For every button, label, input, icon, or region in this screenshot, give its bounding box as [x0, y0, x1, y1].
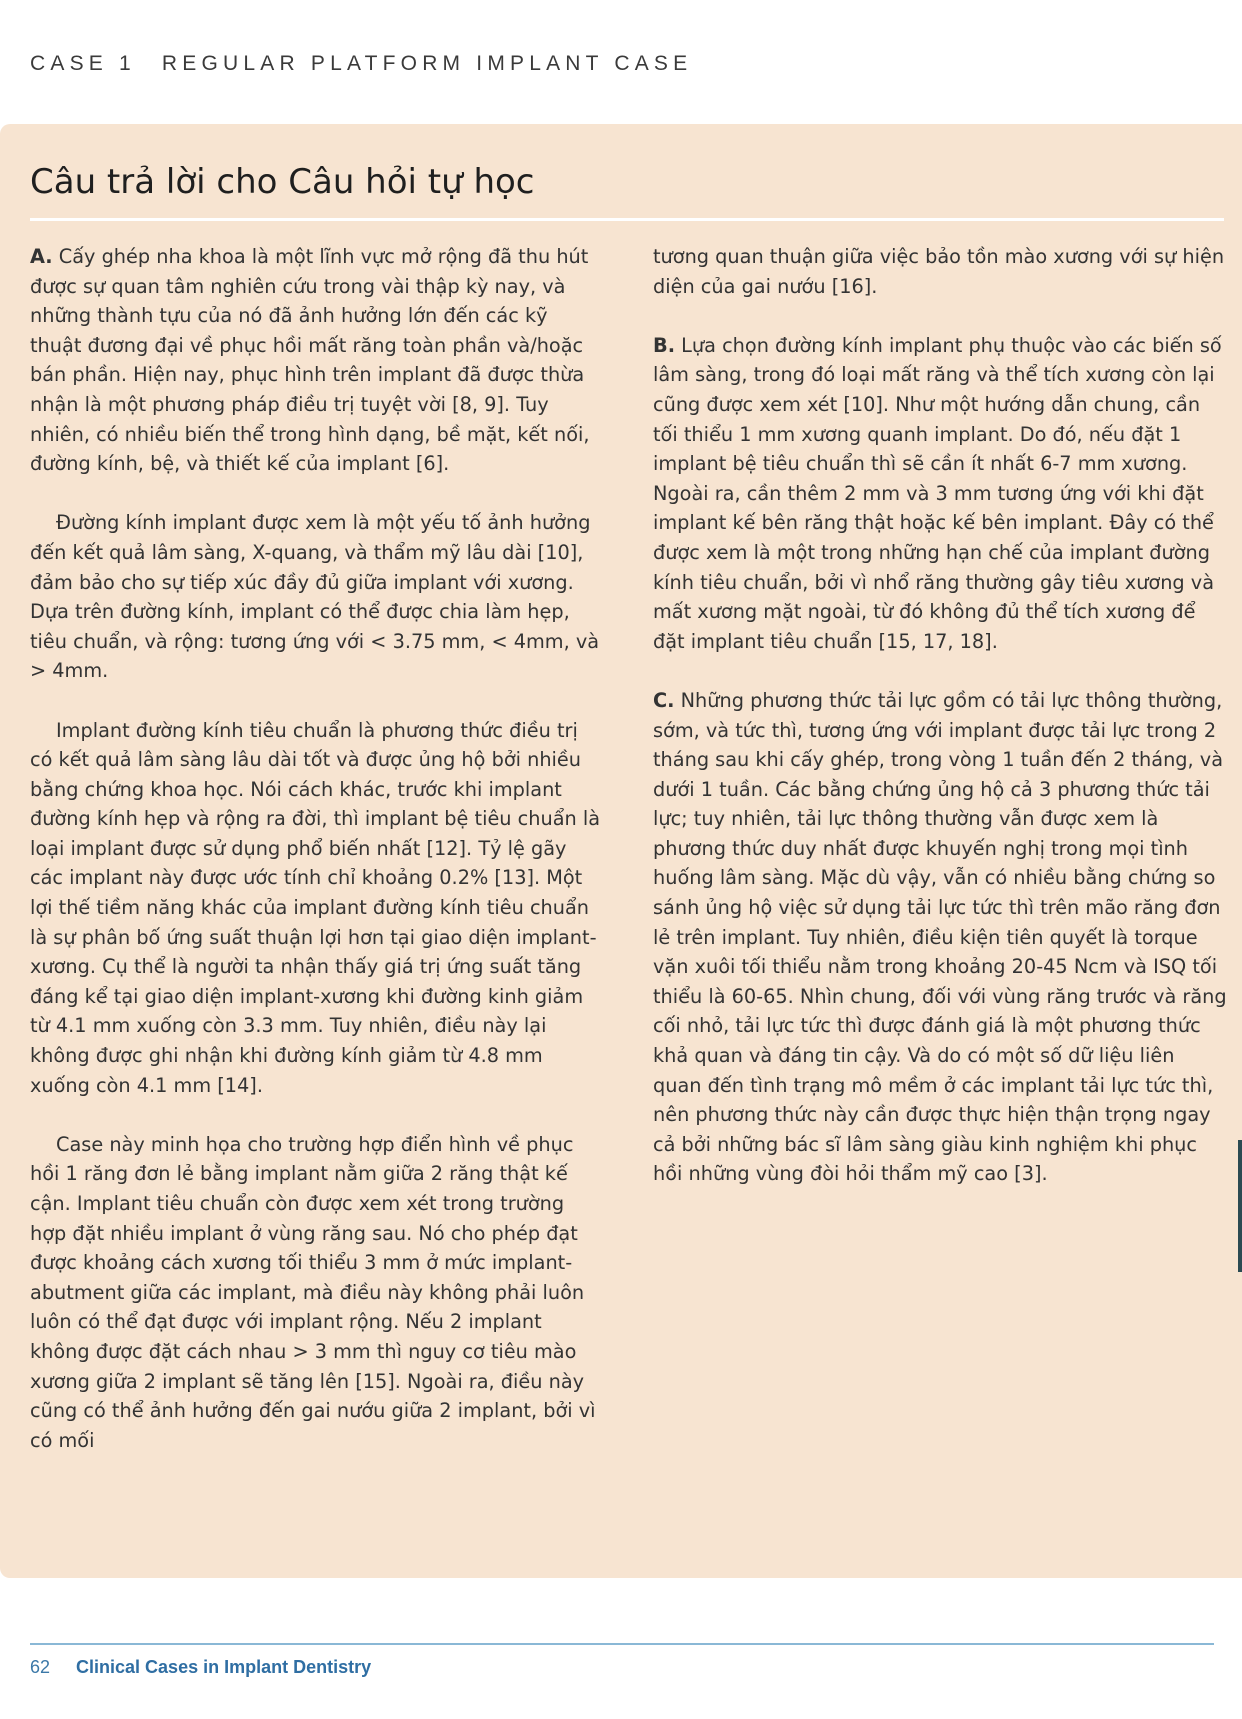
answer-c-label: C. — [653, 688, 675, 712]
answer-c-text: Những phương thức tải lực gồm có tải lực thông thường, sớm, và tức thì, tương ứng với implant được tải lực trong 2 tháng sau khi cấy ghép, trong vòng 1 tuần đến 2 tháng, và dưới 1 tuần. Các bằng chứng ủng hộ cả 3 phương thức tải lực; tuy nhiên, tải lực thông thường vẫn được xem là phương thức duy nhất được khuyến nghị trong mọi tình huống lâm sàng. Mặc dù vậy, vẫn có nhiều bằng chứng so sánh ủng hộ việc sử dụng tải lực tức thì trên mão răng đơn lẻ trên implant. Tuy nhiên, điều kiện tiên quyết là torque vặn xuôi tối thiểu nằm trong khoảng 20-45 Ncm và ISQ tối thiểu là 60-65. Nhìn chung, đối với vùng răng trước và răng cối nhỏ, tải lực tức thì được đánh giá là một phương thức khả quan và đáng tin cậy. Và do có một số dữ liệu liên quan đến tình trạng mô mềm ở các implant tải lực tức thì, nên phương thức này cần được thực hiện thận trọng ngay cả bởi những bác sĩ lâm sàng giàu kinh nghiệm khi phục hồi những vùng đòi hỏi thẩm mỹ cao [3]. — [653, 688, 1227, 1186]
answer-c-paragraph — [653, 686, 1228, 1189]
running-header — [30, 52, 692, 76]
footer-divider — [30, 1643, 1214, 1645]
case-illustration-paragraph: Case này minh họa cho trường hợp điển hình về phục hồi 1 răng đơn lẻ bằng implant nằm giữa 2 răng thật kế cận. Implant tiêu chuẩn còn được xem xét trong trường hợp đặt nhiều implant ở vùng răng sau. Nó cho phép đạt được khoảng cách xương tối thiểu 3 mm ở mức implant-abutment giữa các implant, mà điều này không phải luôn luôn có thể đạt được với implant rộng. Nếu 2 implant không được đặt cách nhau > 3 mm thì nguy cơ tiêu mào xương giữa 2 implant sẽ tăng lên [15]. Ngoài ra, điều này cũng có thể ảnh hưởng đến gai nướu giữa 2 implant, bởi vì có mối — [30, 1132, 596, 1452]
left-column — [30, 242, 602, 1485]
title-divider — [30, 218, 1224, 221]
case-number: CASE 1 — [30, 52, 136, 75]
case-title: REGULAR PLATFORM IMPLANT CASE — [161, 52, 693, 75]
answer-b-paragraph — [653, 331, 1228, 657]
answer-a-paragraph — [30, 242, 602, 479]
book-title: Clinical Cases in Implant Dentistry — [76, 1657, 372, 1677]
panel-title: Câu trả lời cho Câu hỏi tự học — [30, 162, 535, 202]
answer-b-text: Lựa chọn đường kính implant phụ thuộc vào các biến số lâm sàng, trong đó loại mất răng và thể tích xương còn lại cũng được xem xét [10]. Như một hướng dẫn chung, cần tối thiểu 1 mm xương quanh implant. Do đó, nếu đặt 1 implant bệ tiêu chuẩn thì sẽ cần ít nhất 6-7 mm xương. Ngoài ra, cần thêm 2 mm và 3 mm tương ứng với khi đặt implant kế bên răng thật hoặc kế bên implant. Đây có thể được xem là một trong những hạn chế của implant đường kính tiêu chuẩn, bởi vì nhổ răng thường gây tiêu xương và mất xương mặt ngoài, từ đó không đủ thể tích xương để đặt implant tiêu chuẩn [15, 17, 18]. — [653, 333, 1222, 653]
right-column — [653, 242, 1228, 1219]
footer — [30, 1657, 371, 1678]
answer-a-label: A. — [30, 245, 53, 268]
answer-a-text: Cấy ghép nha khoa là một lĩnh vực mở rộng đã thu hút được sự quan tâm nghiên cứu trong vài thập kỳ nay, và những thành tựu của nó đã ảnh hưởng lớn đến các kỹ thuật đương đại về phục hồi mất răng toàn phần và/hoặc bán phần. Hiện nay, phục hình trên implant đã được thừa nhận là một phương pháp điều trị tuyệt vời [8, 9]. Tuy nhiên, có nhiều biến thể trong hình dạng, bề mặt, kết nối, đường kính, bệ, và thiết kế của implant [6]. — [30, 245, 590, 476]
page-number: 62 — [30, 1657, 51, 1677]
answers-panel — [0, 124, 1242, 1578]
standard-implant-paragraph: Implant đường kính tiêu chuẩn là phương thức điều trị có kết quả lâm sàng lâu dài tốt và được ủng hộ bởi nhiều bằng chứng khoa học. Nói cách khác, trước khi implant đường kính hẹp và rộng ra đời, thì implant bệ tiêu chuẩn là loại implant được sử dụng phổ biến nhất [12]. Tỷ lệ gãy các implant này được ước tính chỉ khoảng 0.2% [13]. Một lợi thế tiềm năng khác của implant đường kính tiêu chuẩn là sự phân bố ứng suất thuận lợi hơn tại giao diện implant-xương. Cụ thể là người ta nhận thấy giá trị ứng suất tăng đáng kể tại giao diện implant-xương khi đường kinh giảm từ 4.1 mm xuống còn 3.3 mm. Tuy nhiên, điều này lại không được ghi nhận khi đường kính giảm từ 4.8 mm xuống còn 4.1 mm [14]. — [30, 718, 601, 1097]
answer-b-label: B. — [653, 333, 676, 357]
continuation-paragraph: tương quan thuận giữa việc bảo tồn mào xương với sự hiện diện của gai nướu [16]. — [653, 245, 1225, 298]
page-edge-mark — [1238, 1140, 1242, 1272]
diameter-paragraph: Đường kính implant được xem là một yếu tố ảnh hưởng đến kết quả lâm sàng, X-quang, và thẩm mỹ lâu dài [10], đảm bảo cho sự tiếp xúc đầy đủ giữa implant với xương. Dựa trên đường kính, implant có thể được chia làm hẹp, tiêu chuẩn, và rộng: tương ứng với < 3.75 mm, < 4mm, và > 4mm. — [30, 511, 600, 683]
